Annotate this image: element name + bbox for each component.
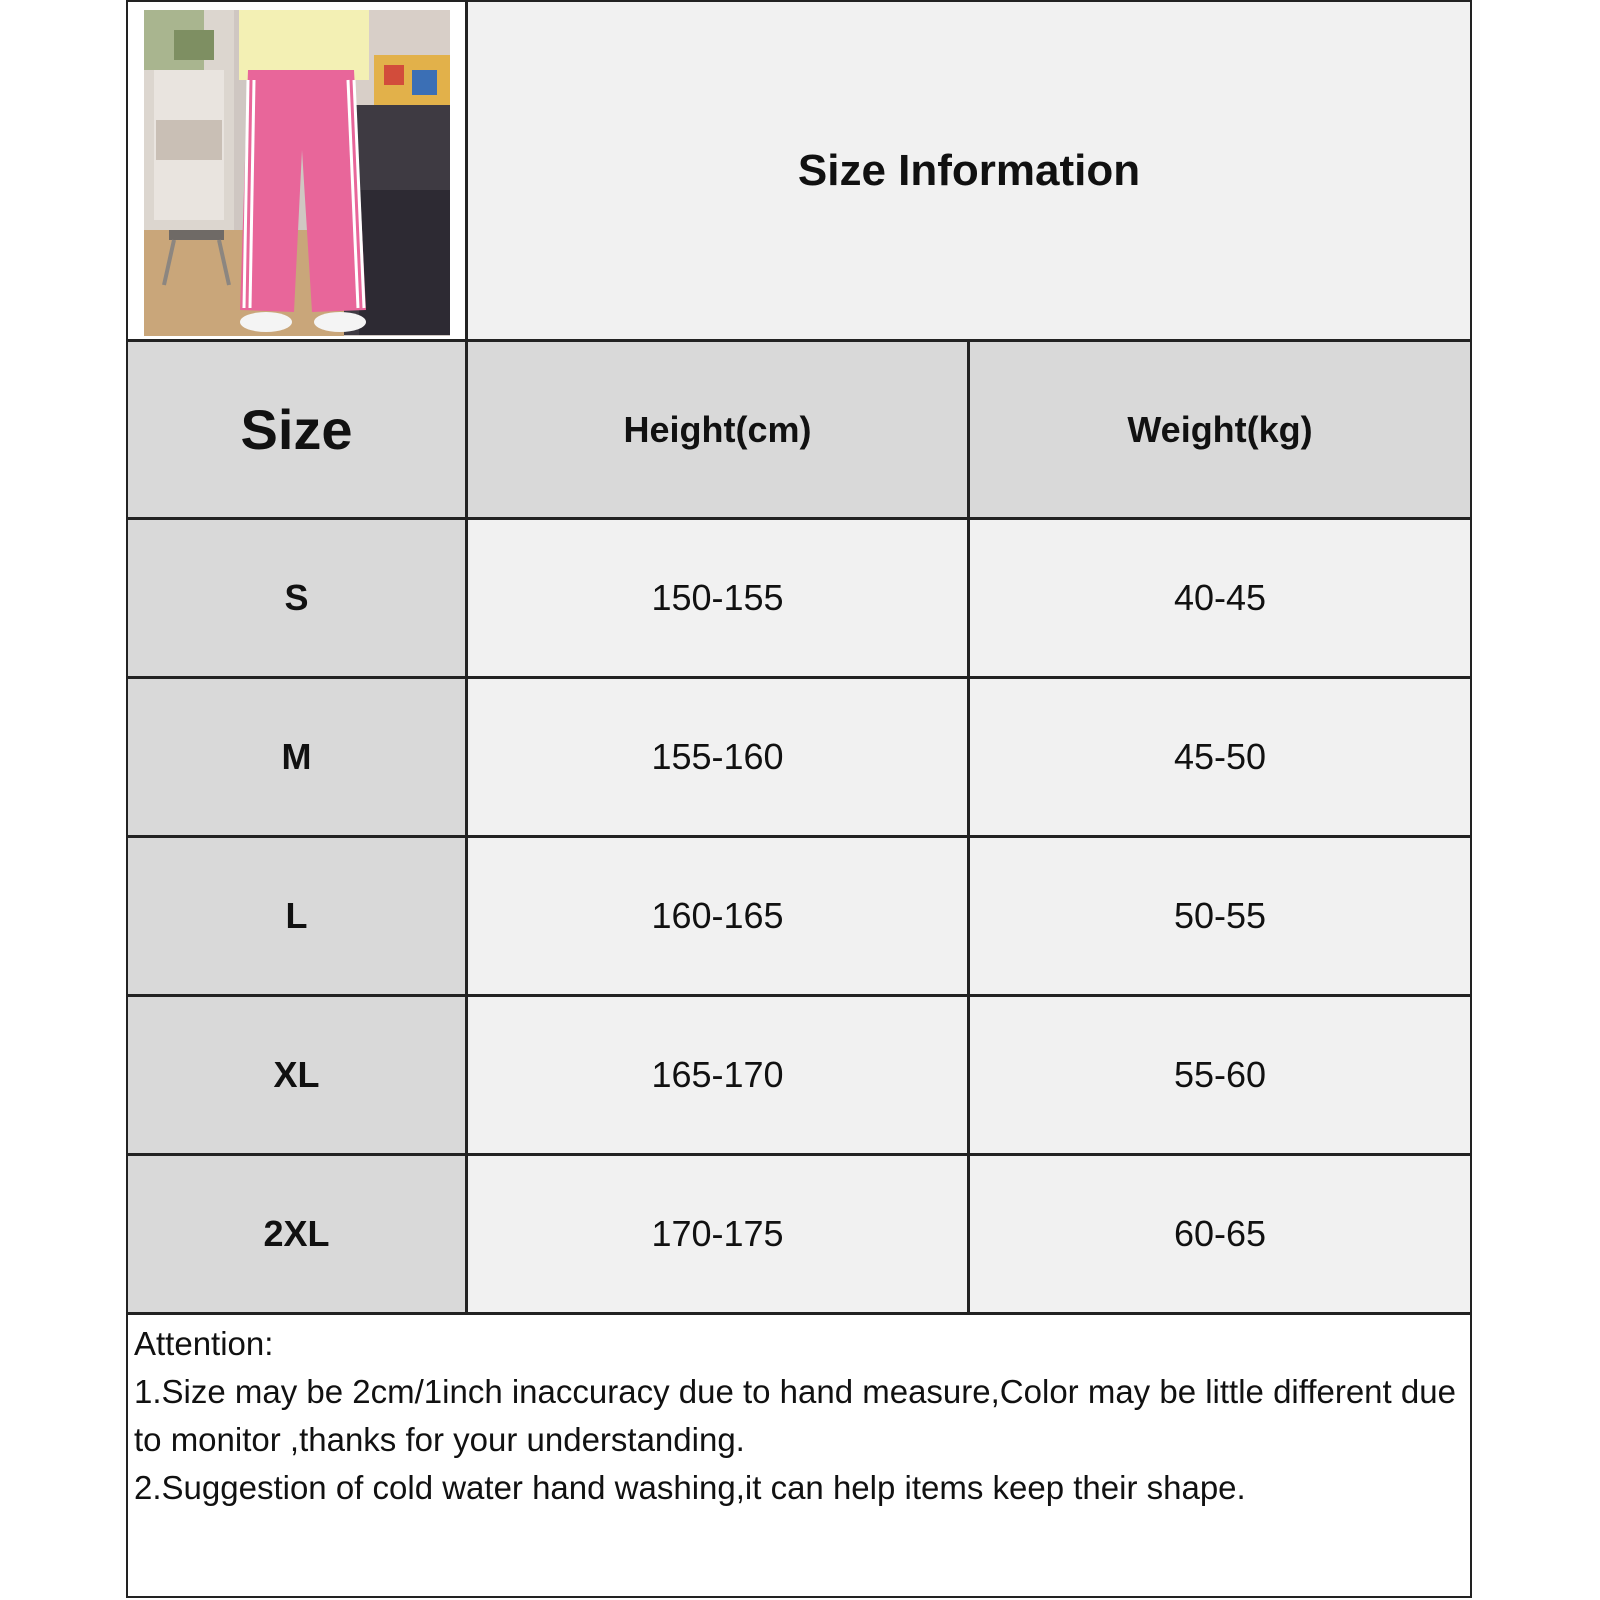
weight-cell xyxy=(970,1156,1470,1312)
page-title: Size Information xyxy=(797,145,1141,195)
weight-value: 45-50 xyxy=(1173,736,1267,777)
size-cell xyxy=(128,520,468,676)
weight-value: 60-65 xyxy=(1173,1213,1267,1254)
size-cell xyxy=(128,1156,468,1312)
weight-header: Weight(kg) xyxy=(1127,408,1313,450)
height-cell xyxy=(468,1156,970,1312)
size-value: M xyxy=(281,736,312,777)
table-row xyxy=(128,1156,1470,1315)
size-value: XL xyxy=(273,1054,320,1095)
note-line-2: 2.Suggestion of cold water hand washing,it can help items keep their shape. xyxy=(134,1469,1246,1506)
height-value: 160-165 xyxy=(651,895,784,936)
height-header: Height(cm) xyxy=(623,408,812,450)
height-value: 155-160 xyxy=(651,736,784,777)
height-cell xyxy=(468,520,970,676)
size-header-cell xyxy=(128,342,468,517)
pink-track-pants-photo-icon xyxy=(144,10,450,336)
size-cell xyxy=(128,679,468,835)
size-cell xyxy=(128,838,468,994)
size-value: S xyxy=(284,577,309,618)
table-header-row xyxy=(128,342,1470,520)
size-value: 2XL xyxy=(263,1213,330,1254)
size-value: L xyxy=(285,895,308,936)
weight-value: 50-55 xyxy=(1173,895,1267,936)
weight-value: 40-45 xyxy=(1173,577,1267,618)
weight-cell xyxy=(970,997,1470,1153)
weight-header-cell xyxy=(970,342,1470,517)
height-value: 170-175 xyxy=(651,1213,784,1254)
weight-cell xyxy=(970,520,1470,676)
height-value: 150-155 xyxy=(651,577,784,618)
title-cell xyxy=(468,2,1470,339)
size-cell xyxy=(128,997,468,1153)
table-row xyxy=(128,838,1470,997)
height-value: 165-170 xyxy=(651,1054,784,1095)
product-photo xyxy=(144,10,450,336)
notes-heading: Attention: xyxy=(134,1325,274,1362)
table-row xyxy=(128,520,1470,679)
weight-cell xyxy=(970,679,1470,835)
height-cell xyxy=(468,997,970,1153)
size-chart xyxy=(126,0,1472,1598)
size-header: Size xyxy=(240,398,353,461)
attention-notes xyxy=(134,1320,1464,1512)
height-cell xyxy=(468,679,970,835)
chart-header xyxy=(128,2,1470,342)
height-header-cell xyxy=(468,342,970,517)
table-row xyxy=(128,997,1470,1156)
weight-cell xyxy=(970,838,1470,994)
height-cell xyxy=(468,838,970,994)
note-line-1: 1.Size may be 2cm/1inch inaccuracy due to hand measure,Color may be little different due to monitor ,thanks for your understanding. xyxy=(134,1373,1456,1458)
weight-value: 55-60 xyxy=(1173,1054,1267,1095)
product-photo-cell xyxy=(128,2,468,339)
table-row xyxy=(128,679,1470,838)
